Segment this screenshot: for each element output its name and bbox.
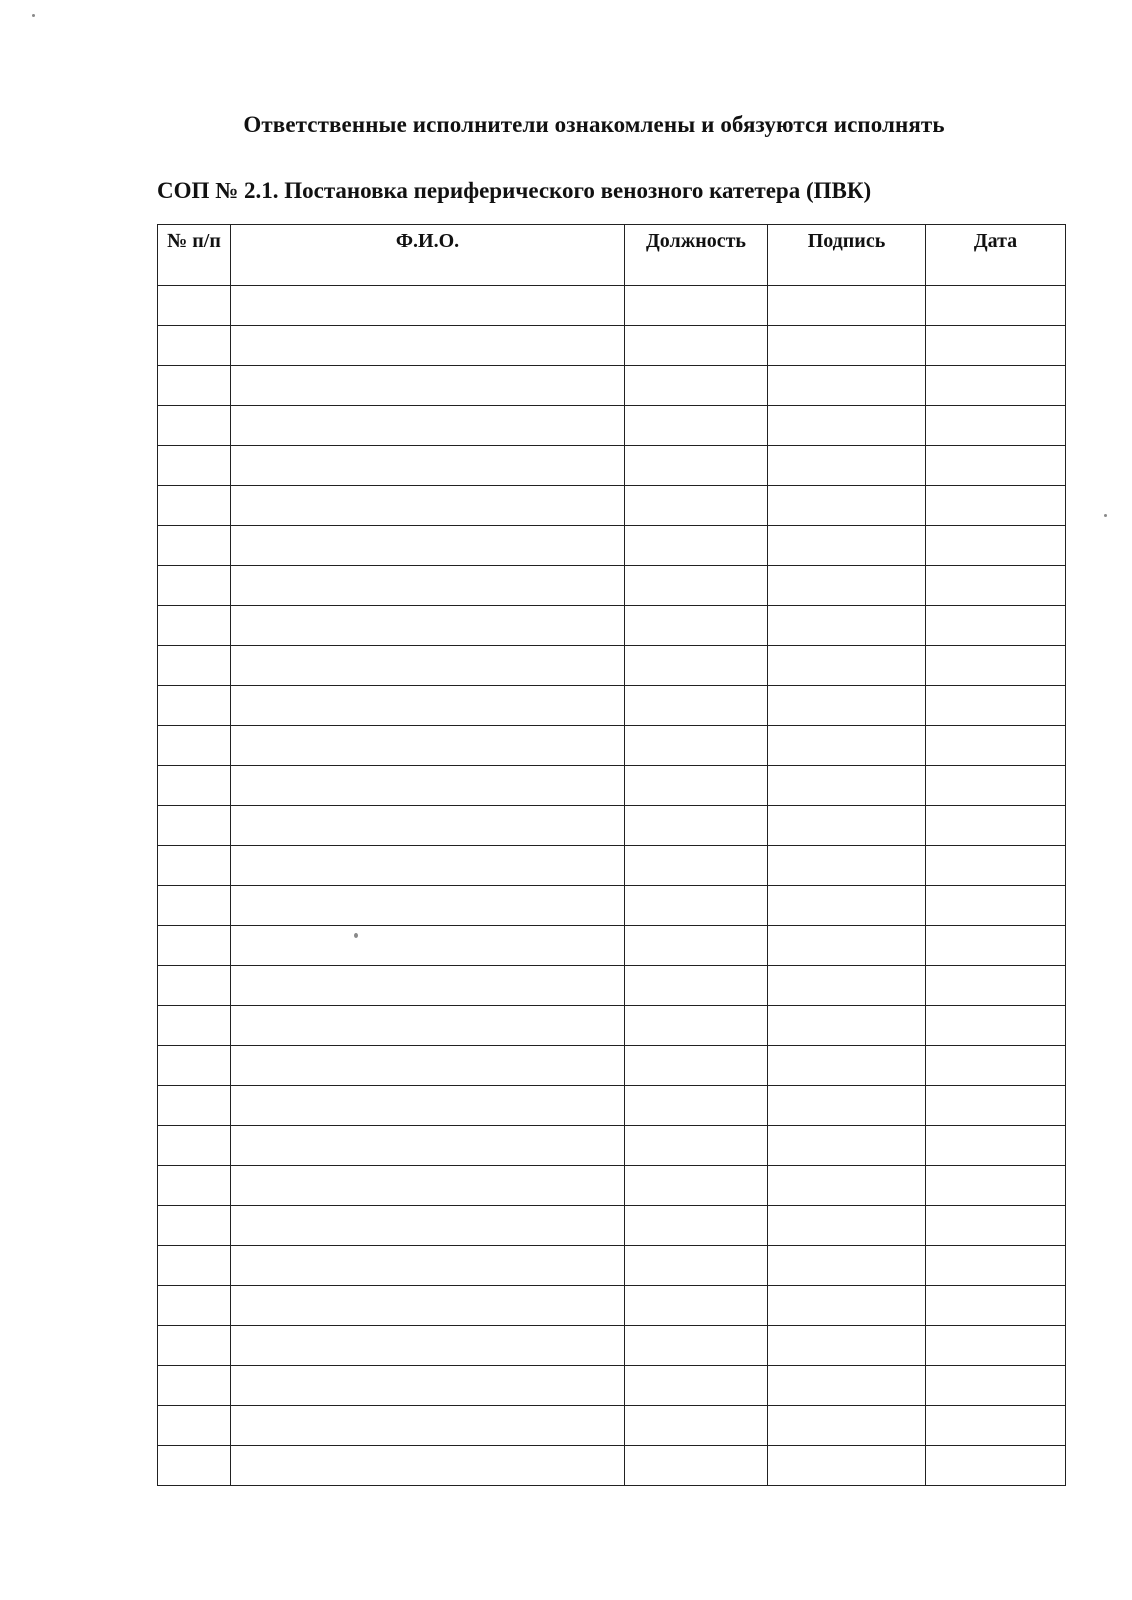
cell-num[interactable] xyxy=(158,1366,231,1406)
column-header-signature: Подпись xyxy=(768,225,926,286)
cell-signature[interactable] xyxy=(768,526,926,566)
cell-fio[interactable] xyxy=(231,726,625,766)
cell-num[interactable] xyxy=(158,686,231,726)
cell-num[interactable] xyxy=(158,1166,231,1206)
table-row xyxy=(158,1366,1066,1406)
cell-signature[interactable] xyxy=(768,926,926,966)
cell-date[interactable] xyxy=(926,1366,1066,1406)
cell-signature[interactable] xyxy=(768,806,926,846)
scan-speck xyxy=(32,14,35,17)
cell-signature[interactable] xyxy=(768,1326,926,1366)
cell-fio[interactable] xyxy=(231,606,625,646)
cell-signature[interactable] xyxy=(768,846,926,886)
cell-num[interactable] xyxy=(158,526,231,566)
cell-position[interactable] xyxy=(625,846,768,886)
cell-fio[interactable] xyxy=(231,486,625,526)
table-row xyxy=(158,566,1066,606)
cell-date[interactable] xyxy=(926,1126,1066,1166)
cell-num[interactable] xyxy=(158,566,231,606)
cell-num[interactable] xyxy=(158,366,231,406)
cell-position[interactable] xyxy=(625,406,768,446)
cell-signature[interactable] xyxy=(768,886,926,926)
table-row xyxy=(158,926,1066,966)
cell-signature[interactable] xyxy=(768,646,926,686)
cell-fio[interactable] xyxy=(231,1366,625,1406)
cell-num[interactable] xyxy=(158,1446,231,1486)
cell-num[interactable] xyxy=(158,326,231,366)
table-row xyxy=(158,286,1066,326)
cell-signature[interactable] xyxy=(768,366,926,406)
cell-fio[interactable] xyxy=(231,766,625,806)
cell-num[interactable] xyxy=(158,766,231,806)
cell-signature[interactable] xyxy=(768,1206,926,1246)
cell-date[interactable] xyxy=(926,406,1066,446)
cell-num[interactable] xyxy=(158,406,231,446)
cell-signature[interactable] xyxy=(768,1246,926,1286)
table-row xyxy=(158,406,1066,446)
column-header-fio: Ф.И.О. xyxy=(231,225,625,286)
cell-num[interactable] xyxy=(158,606,231,646)
sop-title: СОП № 2.1. Постановка периферического венозного катетера (ПВК) xyxy=(157,178,872,203)
cell-fio[interactable] xyxy=(231,926,625,966)
cell-date[interactable] xyxy=(926,886,1066,926)
cell-signature[interactable] xyxy=(768,406,926,446)
table-row xyxy=(158,1286,1066,1326)
cell-fio[interactable] xyxy=(231,1126,625,1166)
cell-fio[interactable] xyxy=(231,1006,625,1046)
table-row xyxy=(158,1046,1066,1086)
cell-position[interactable] xyxy=(625,566,768,606)
table-row xyxy=(158,366,1066,406)
cell-signature[interactable] xyxy=(768,686,926,726)
cell-position[interactable] xyxy=(625,806,768,846)
cell-date[interactable] xyxy=(926,1326,1066,1366)
table-row xyxy=(158,886,1066,926)
cell-position[interactable] xyxy=(625,1206,768,1246)
cell-num[interactable] xyxy=(158,846,231,886)
cell-date[interactable] xyxy=(926,606,1066,646)
cell-fio[interactable] xyxy=(231,526,625,566)
cell-fio[interactable] xyxy=(231,806,625,846)
cell-signature[interactable] xyxy=(768,326,926,366)
cell-fio[interactable] xyxy=(231,406,625,446)
cell-num[interactable] xyxy=(158,926,231,966)
cell-position[interactable] xyxy=(625,1446,768,1486)
cell-num[interactable] xyxy=(158,1206,231,1246)
cell-position[interactable] xyxy=(625,886,768,926)
cell-position[interactable] xyxy=(625,966,768,1006)
cell-position[interactable] xyxy=(625,1406,768,1446)
table-row xyxy=(158,1406,1066,1446)
cell-signature[interactable] xyxy=(768,1366,926,1406)
cell-date[interactable] xyxy=(926,366,1066,406)
cell-date[interactable] xyxy=(926,646,1066,686)
column-header-date: Дата xyxy=(926,225,1066,286)
cell-signature[interactable] xyxy=(768,1126,926,1166)
cell-signature[interactable] xyxy=(768,566,926,606)
cell-position[interactable] xyxy=(625,366,768,406)
cell-fio[interactable] xyxy=(231,1406,625,1446)
acknowledgement-table xyxy=(157,224,1066,1486)
table-row xyxy=(158,326,1066,366)
table-row xyxy=(158,766,1066,806)
cell-date[interactable] xyxy=(926,766,1066,806)
cell-fio[interactable] xyxy=(231,1446,625,1486)
cell-position[interactable] xyxy=(625,326,768,366)
cell-date[interactable] xyxy=(926,1006,1066,1046)
table-row xyxy=(158,1006,1066,1046)
cell-num[interactable] xyxy=(158,286,231,326)
cell-date[interactable] xyxy=(926,566,1066,606)
table-row xyxy=(158,846,1066,886)
cell-position[interactable] xyxy=(625,526,768,566)
table-row xyxy=(158,486,1066,526)
scan-speck xyxy=(1104,514,1107,517)
cell-date[interactable] xyxy=(926,446,1066,486)
cell-num[interactable] xyxy=(158,1286,231,1326)
cell-signature[interactable] xyxy=(768,446,926,486)
cell-date[interactable] xyxy=(926,1046,1066,1086)
cell-date[interactable] xyxy=(926,1166,1066,1206)
cell-signature[interactable] xyxy=(768,1086,926,1126)
table-row xyxy=(158,1086,1066,1126)
table-header-row xyxy=(158,225,1066,286)
cell-signature[interactable] xyxy=(768,1286,926,1326)
cell-num[interactable] xyxy=(158,726,231,766)
cell-num[interactable] xyxy=(158,1046,231,1086)
cell-date[interactable] xyxy=(926,846,1066,886)
cell-date[interactable] xyxy=(926,486,1066,526)
cell-num[interactable] xyxy=(158,1406,231,1446)
cell-date[interactable] xyxy=(926,1446,1066,1486)
column-header-position: Должность xyxy=(625,225,768,286)
cell-num[interactable] xyxy=(158,966,231,1006)
cell-fio[interactable] xyxy=(231,1086,625,1126)
cell-position[interactable] xyxy=(625,1286,768,1326)
cell-date[interactable] xyxy=(926,686,1066,726)
cell-date[interactable] xyxy=(926,926,1066,966)
cell-signature[interactable] xyxy=(768,1006,926,1046)
cell-signature[interactable] xyxy=(768,1406,926,1446)
table-row xyxy=(158,1326,1066,1366)
cell-signature[interactable] xyxy=(768,486,926,526)
cell-fio[interactable] xyxy=(231,966,625,1006)
table-row xyxy=(158,1166,1066,1206)
cell-position[interactable] xyxy=(625,1126,768,1166)
cell-signature[interactable] xyxy=(768,766,926,806)
cell-signature[interactable] xyxy=(768,606,926,646)
cell-date[interactable] xyxy=(926,1086,1066,1126)
cell-signature[interactable] xyxy=(768,966,926,1006)
cell-position[interactable] xyxy=(625,1366,768,1406)
table-row xyxy=(158,606,1066,646)
cell-num[interactable] xyxy=(158,1086,231,1126)
cell-position[interactable] xyxy=(625,646,768,686)
cell-date[interactable] xyxy=(926,326,1066,366)
cell-fio[interactable] xyxy=(231,886,625,926)
cell-signature[interactable] xyxy=(768,286,926,326)
cell-position[interactable] xyxy=(625,446,768,486)
cell-date[interactable] xyxy=(926,966,1066,1006)
cell-signature[interactable] xyxy=(768,1446,926,1486)
scan-speck xyxy=(354,933,358,938)
table-row xyxy=(158,1126,1066,1166)
table-row xyxy=(158,806,1066,846)
cell-date[interactable] xyxy=(926,1286,1066,1326)
document-heading: Ответственные исполнители ознакомлены и обязуются исполнять xyxy=(243,112,945,137)
cell-date[interactable] xyxy=(926,526,1066,566)
cell-num[interactable] xyxy=(158,446,231,486)
cell-num[interactable] xyxy=(158,1246,231,1286)
cell-position[interactable] xyxy=(625,1046,768,1086)
cell-num[interactable] xyxy=(158,486,231,526)
cell-num[interactable] xyxy=(158,1006,231,1046)
cell-fio[interactable] xyxy=(231,1046,625,1086)
cell-date[interactable] xyxy=(926,1406,1066,1446)
cell-fio[interactable] xyxy=(231,846,625,886)
table-row xyxy=(158,446,1066,486)
cell-num[interactable] xyxy=(158,1326,231,1366)
table-row xyxy=(158,1206,1066,1246)
table-row xyxy=(158,1446,1066,1486)
table-row xyxy=(158,526,1066,566)
table-row xyxy=(158,726,1066,766)
cell-position[interactable] xyxy=(625,1006,768,1046)
cell-fio[interactable] xyxy=(231,446,625,486)
cell-position[interactable] xyxy=(625,686,768,726)
cell-fio[interactable] xyxy=(231,1206,625,1246)
cell-date[interactable] xyxy=(926,1246,1066,1286)
cell-fio[interactable] xyxy=(231,1166,625,1206)
table-row xyxy=(158,686,1066,726)
cell-date[interactable] xyxy=(926,1206,1066,1246)
cell-num[interactable] xyxy=(158,1126,231,1166)
cell-position[interactable] xyxy=(625,1166,768,1206)
cell-position[interactable] xyxy=(625,286,768,326)
cell-fio[interactable] xyxy=(231,646,625,686)
cell-fio[interactable] xyxy=(231,366,625,406)
cell-fio[interactable] xyxy=(231,1246,625,1286)
cell-position[interactable] xyxy=(625,1326,768,1366)
cell-num[interactable] xyxy=(158,646,231,686)
cell-fio[interactable] xyxy=(231,1286,625,1326)
cell-date[interactable] xyxy=(926,286,1066,326)
cell-fio[interactable] xyxy=(231,286,625,326)
cell-position[interactable] xyxy=(625,926,768,966)
cell-position[interactable] xyxy=(625,606,768,646)
table-body xyxy=(158,286,1066,1486)
cell-signature[interactable] xyxy=(768,1166,926,1206)
cell-position[interactable] xyxy=(625,1086,768,1126)
cell-position[interactable] xyxy=(625,486,768,526)
cell-signature[interactable] xyxy=(768,726,926,766)
table-row xyxy=(158,966,1066,1006)
cell-fio[interactable] xyxy=(231,686,625,726)
column-header-num: № п/п xyxy=(158,225,231,286)
cell-num[interactable] xyxy=(158,806,231,846)
cell-position[interactable] xyxy=(625,766,768,806)
table-row xyxy=(158,1246,1066,1286)
cell-date[interactable] xyxy=(926,806,1066,846)
cell-num[interactable] xyxy=(158,886,231,926)
cell-date[interactable] xyxy=(926,726,1066,766)
cell-fio[interactable] xyxy=(231,326,625,366)
table-row xyxy=(158,646,1066,686)
cell-position[interactable] xyxy=(625,1246,768,1286)
cell-fio[interactable] xyxy=(231,1326,625,1366)
cell-fio[interactable] xyxy=(231,566,625,606)
cell-position[interactable] xyxy=(625,726,768,766)
cell-signature[interactable] xyxy=(768,1046,926,1086)
